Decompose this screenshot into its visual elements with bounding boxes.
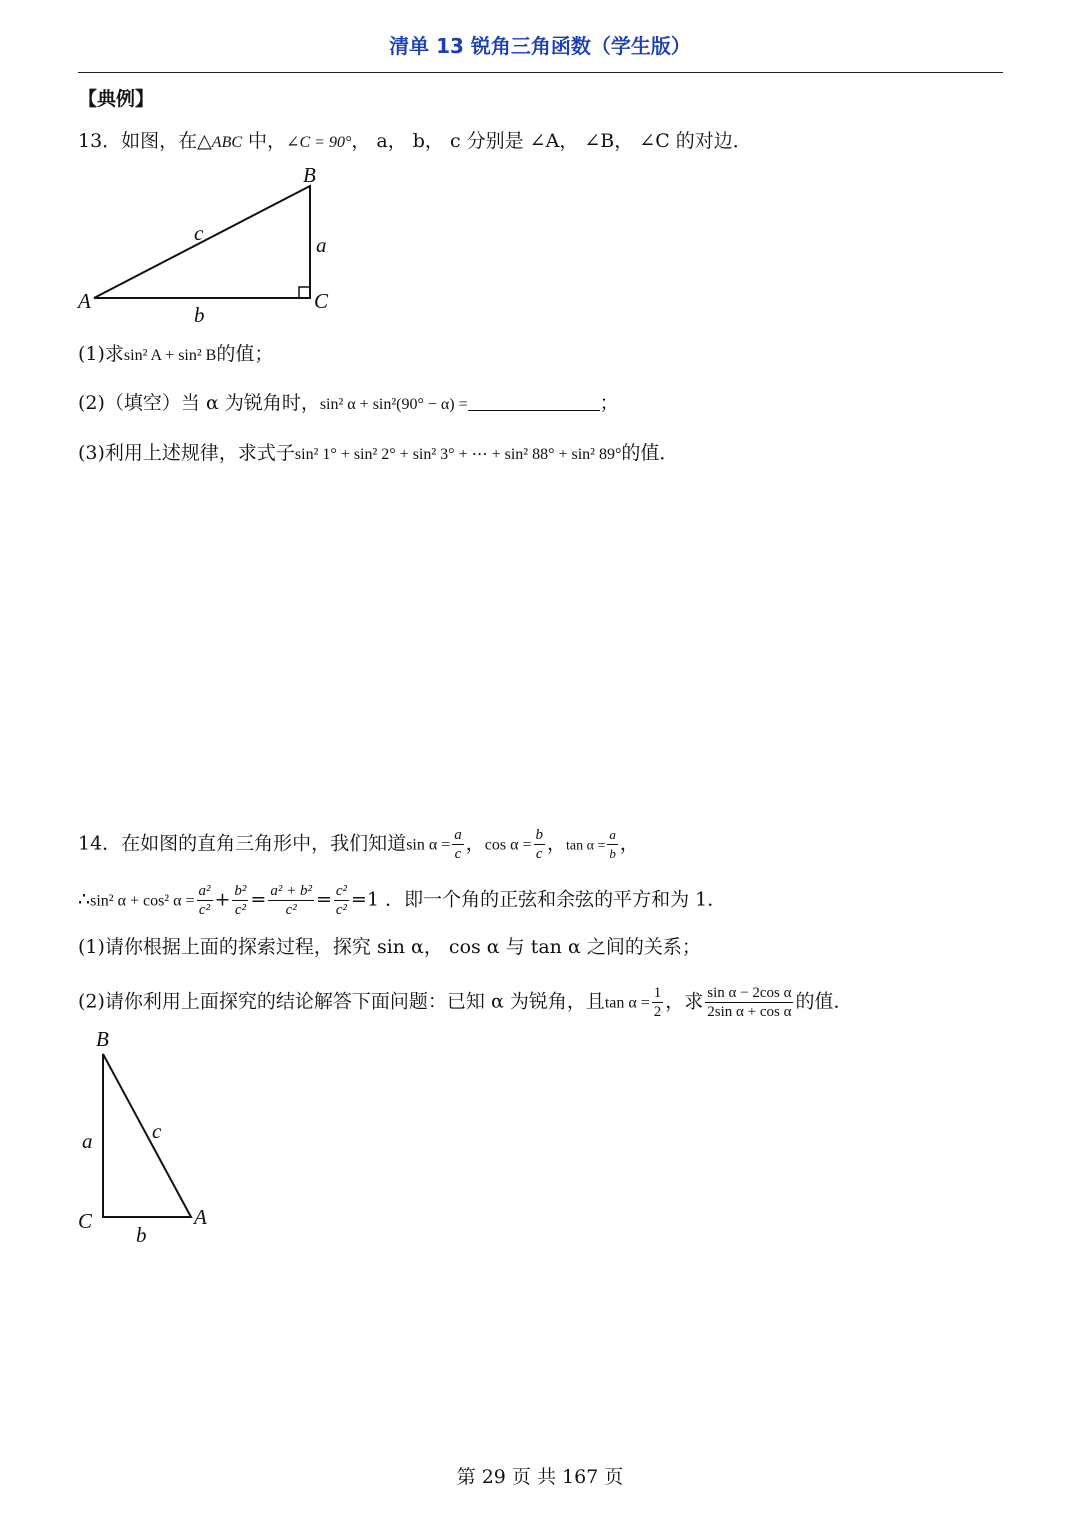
q13-label-B: B (303, 163, 316, 187)
q14-sin-den: c (454, 846, 462, 862)
q13-right-angle-mark (299, 287, 310, 298)
q13-stem-c: ， a， b， c 分别是 ∠A， ∠B， ∠C 的对边． (351, 130, 752, 152)
q14-ratio-fraction (705, 984, 793, 1021)
q14-frac-4 (334, 882, 349, 919)
q14-frac-3-num: a² + b² (270, 883, 312, 899)
q14-frac-2-den: c² (234, 902, 246, 918)
q13-right-angle: ∠C = 90° (286, 134, 352, 151)
q14-label-A: A (194, 1205, 207, 1229)
therefore-symbol: ∴ (78, 888, 91, 911)
q13-stem-b: 中， (242, 130, 287, 152)
q13-answer-blank[interactable] (468, 392, 600, 411)
q14-label-b: b (136, 1223, 147, 1247)
q13-part3-post: 的值． (621, 442, 679, 464)
q14-sep-1: ， (465, 832, 485, 855)
q14-half-den: 2 (653, 1004, 662, 1020)
q13-stem (78, 128, 752, 156)
q14-cos-lhs: cos α = (484, 836, 532, 854)
q13-label-C: C (314, 289, 329, 313)
q14-label-a: a (82, 1129, 93, 1153)
q14-identity-lhs: sin² α + cos² α = (90, 892, 195, 910)
q13-part2-expr: sin² α + sin²(90° − α) = (319, 396, 468, 413)
q14-frac-3-den: c² (285, 902, 297, 918)
q13-triangle-figure (70, 160, 350, 330)
q14-tan-den: b (609, 846, 616, 861)
q14-label-B: B (96, 1027, 109, 1051)
q13-label-a: a (316, 233, 327, 257)
q14-sep-2: ， (547, 832, 567, 855)
header-divider (78, 72, 1003, 73)
q13-part2-pre: (2)（填空）当 α 为锐角时， (78, 392, 320, 414)
q14-sep-3: ， (619, 832, 639, 855)
q13-label-b: b (194, 303, 205, 327)
q14-part2-post: 的值． (795, 990, 853, 1013)
q14-label-C: C (78, 1209, 93, 1233)
q14-cos-den: c (535, 846, 543, 862)
q14-frac-3 (268, 882, 314, 919)
q14-frac-2-num: b² (234, 883, 247, 899)
q14-triangle-figure (74, 1024, 224, 1249)
q14-half-fraction (652, 984, 664, 1021)
section-label: 【典例】 (78, 88, 155, 110)
q14-part2 (78, 984, 853, 1021)
q14-cos-num: b (535, 827, 544, 843)
q14-part2-mid: ，求 (665, 990, 704, 1013)
q14-half-num: 1 (653, 985, 662, 1001)
page-number: 第 29 页 共 167 页 (456, 1466, 624, 1488)
q14-frac-1-den: c² (198, 902, 211, 918)
q14-ratio-den: 2sin α + cos α (707, 1004, 792, 1020)
q14-triangle-shape (103, 1054, 191, 1217)
q14-tan-fraction (607, 826, 618, 863)
q14-tan-num: a (607, 826, 618, 845)
q14-frac-2 (232, 882, 248, 919)
q14-sin-lhs: sin α = (406, 836, 451, 854)
q14-frac-4-den: c² (335, 902, 348, 918)
q14-identity-end: =1 ．即一个角的正弦和余弦的平方和为 1． (351, 888, 727, 911)
q13-part1-expr: sin² A + sin² B (123, 347, 217, 364)
q14-frac-1-num: a² (198, 883, 211, 899)
q13-part3-pre: (3)利用上述规律，求式子 (78, 442, 295, 464)
q14-stem (78, 826, 639, 863)
q13-stem-a: 13．如图，在△ (78, 130, 212, 152)
q13-part3-expr: sin² 1° + sin² 2° + sin² 3° + ⋯ + sin² 88° + sin² 89° (294, 446, 622, 463)
q14-frac-1 (197, 882, 213, 919)
q13-label-A: A (78, 289, 91, 313)
q13-triangle-name: ABC (211, 134, 243, 151)
q14-frac-4-num: c² (335, 883, 348, 899)
q13-part1-pre: (1)求 (78, 343, 124, 365)
q14-identity: ∴sin² α + cos² α = $\frac{\text{a²}}{\text{c²}}$ + $\frac{\text{b²}}{\text{c²}}$ = $\frac{\text{a² + b²}}{\text{c²}}$ = $\frac{\text{c²}}{\text{c²}}$ =1 ．即一个角的正弦和余弦的平方和为 1． (78, 883, 727, 918)
q14-stem-pre: 14．在如图的直角三角形中，我们知道 (78, 832, 407, 855)
q14-label-c: c (152, 1119, 162, 1143)
q14-ratio-num: sin α − 2cos α (707, 985, 792, 1001)
q14-cos-fraction (534, 826, 546, 863)
q13-part2-post: ； (599, 392, 619, 414)
q14-sin-num: a (454, 827, 462, 843)
q14-sin-fraction (452, 826, 464, 863)
q14-part1: (1)请你根据上面的探索过程，探究 sin α， cos α 与 tan α 之间的关系； (78, 936, 701, 958)
page-title: 清单 13 锐角三角函数（学生版） (389, 34, 691, 58)
q14-tan-lhs: tan α = (566, 838, 606, 854)
q13-label-c: c (194, 221, 204, 245)
q14-part2-tan: tan α = (604, 994, 650, 1012)
q13-part2 (78, 390, 619, 418)
q13-part1 (78, 341, 273, 369)
q13-part1-post: 的值； (216, 343, 274, 365)
q14-part2-pre: (2)请你利用上面探究的结论解答下面问题：已知 α 为锐角，且 (78, 990, 605, 1013)
q13-part3 (78, 440, 678, 468)
